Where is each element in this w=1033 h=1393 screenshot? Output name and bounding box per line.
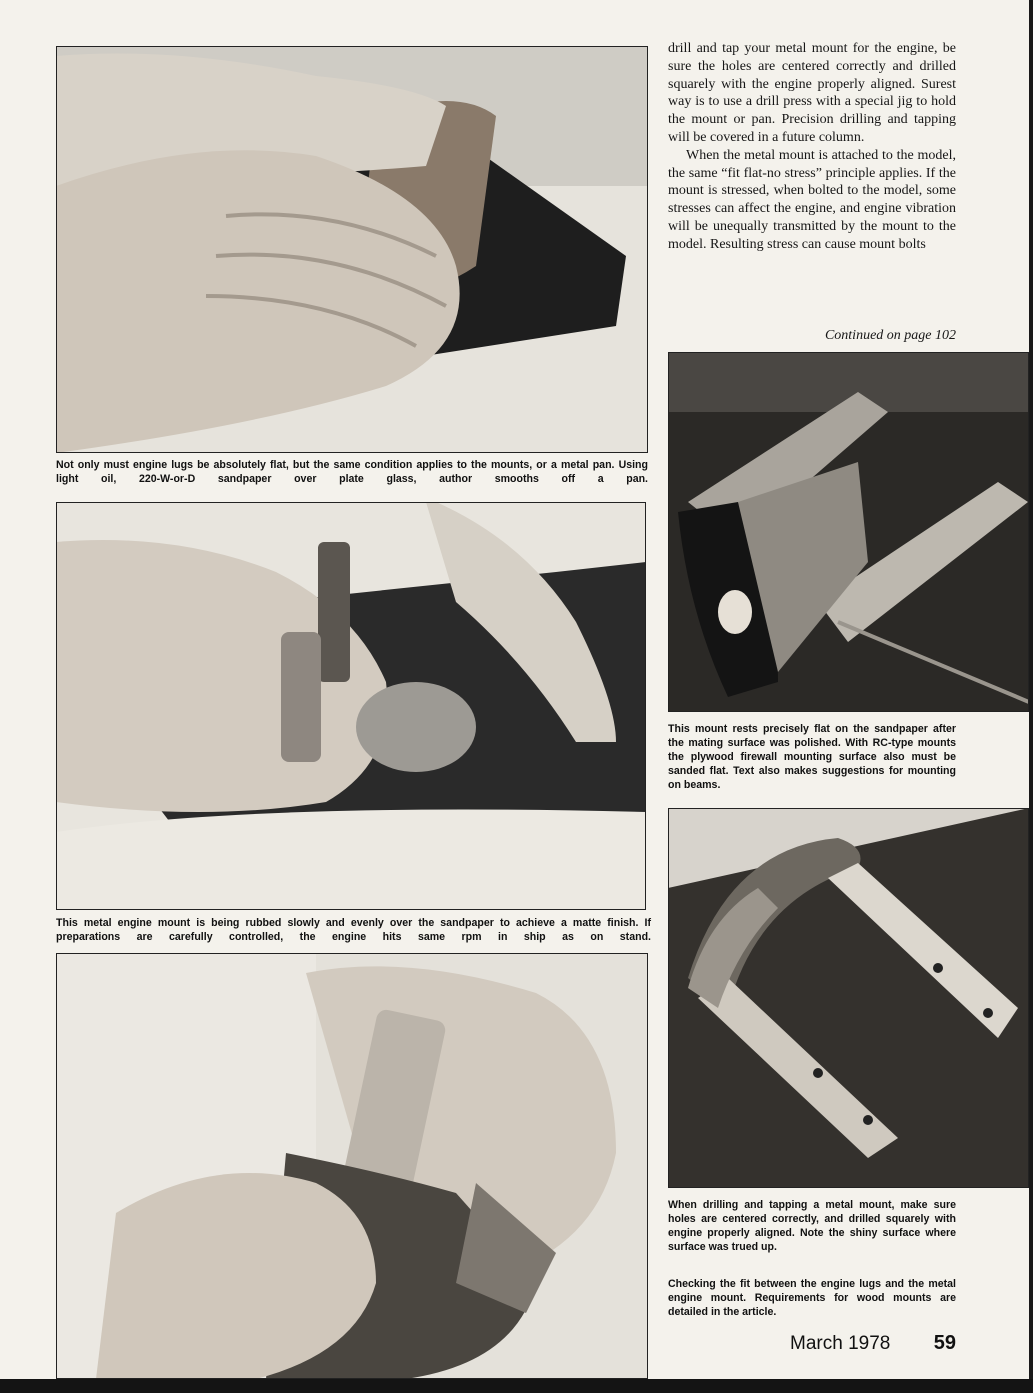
photo-sanding-pan: [56, 46, 648, 453]
article-paragraph-2: When the metal mount is attached to the model, the same “fit flat-no stress” principle applies. If the mount is stressed, when bolted to the model, some stresses can affect the engine, and engine vibration will be unequally transmitted by the mount to the model. Resulting stress can cause mount bolts: [668, 147, 956, 252]
issue-date: March 1978: [790, 1333, 891, 1354]
article-text: [668, 40, 956, 254]
photo-checking-fit: [56, 953, 648, 1379]
photo-mount-flat: [668, 352, 1029, 712]
caption-photo-3: This mount rests precisely flat on the sandpaper after the mating surface was polished. With RC-type mounts the plywood firewall mounting surface also must be sanded flat. Text also makes suggestions for mounting on beams.: [668, 723, 956, 791]
caption-photo-1: Not only must engine lugs be absolutely flat, but the same condition applies to the mounts, or a metal pan. Using light oil, 220-W-or-D sandpaper over plate glass, author smooths off a pan.: [56, 459, 648, 485]
caption-photo-5: Checking the fit between the engine lugs and the metal engine mount. Requirements for wood mounts are detailed in the article.: [668, 1278, 956, 1318]
photo-drilled-mount: [668, 808, 1029, 1188]
caption-photo-2: This metal engine mount is being rubbed slowly and evenly over the sandpaper to achieve a matte finish. If preparations are carefully controlled, the engine hits same rpm in ship as on stand.: [56, 917, 651, 943]
scan-border: [0, 1379, 1033, 1393]
photo-rubbing-mount: [56, 502, 646, 910]
article-paragraph-1: drill and tap your metal mount for the engine, be sure the holes are centered correctly and drilled squarely with the engine properly aligned. Surest way is to use a drill press with a special jig to hold the mount or pan. Precision drilling and tapping will be covered in a future column.: [668, 41, 956, 145]
page-footer: [790, 1332, 956, 1355]
page-number: 59: [933, 1332, 956, 1354]
caption-photo-4: When drilling and tapping a metal mount, make sure holes are centered correctly, and drilled squarely with engine properly aligned. Note the shiny surface where surface was trued up.: [668, 1199, 956, 1253]
continued-note: Continued on page 102: [824, 328, 956, 343]
